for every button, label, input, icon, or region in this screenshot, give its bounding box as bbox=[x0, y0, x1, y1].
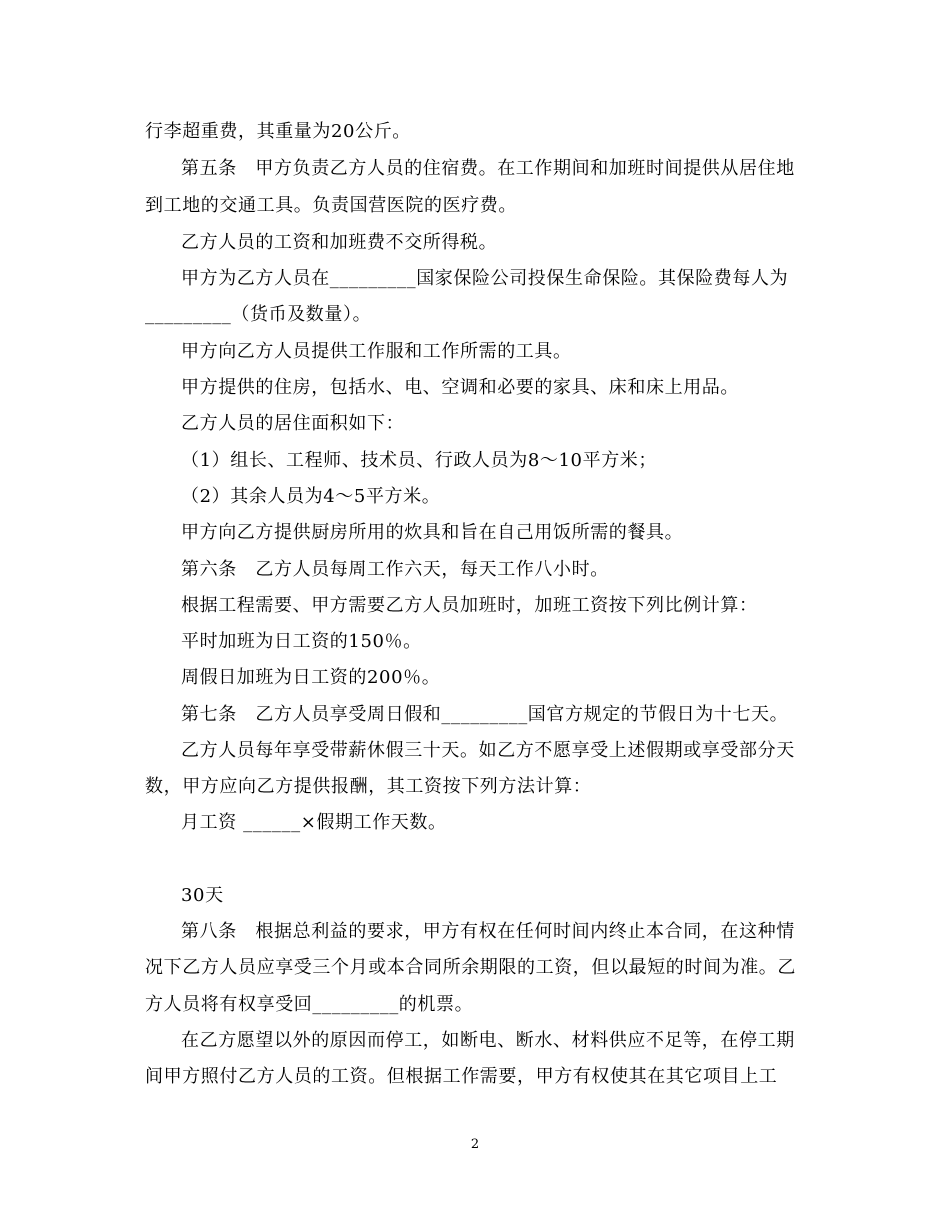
text-line: 况下乙方人员应享受三个月或本合同所余期限的工资，但以最短的时间为准。乙 bbox=[145, 957, 796, 978]
text-line: 甲方提供的住房，包括水、电、空调和必要的家具、床和床上用品。 bbox=[181, 377, 739, 398]
text-line: 间甲方照付乙方人员的工资。但根据工作需要，甲方有权使其在其它项目上工 bbox=[145, 1066, 778, 1087]
text-line: 根据工程需要、甲方需要乙方人员加班时，加班工资按下列比例计算： bbox=[181, 595, 758, 616]
text-line: 到工地的交通工具。负责国营医院的医疗费。 bbox=[145, 195, 517, 216]
text-line: 第八条 根据总利益的要求，甲方有权在任何时间内终止本合同，在这种情 bbox=[181, 921, 795, 942]
text-line: 在乙方愿望以外的原因而停工，如断电、断水、材料供应不足等，在停工期 bbox=[181, 1030, 795, 1051]
text-line: 平时加班为日工资的150％。 bbox=[181, 631, 422, 652]
text-line: （1）组长、工程师、技术员、行政人员为8～10平方米； bbox=[181, 450, 658, 471]
text-line: 乙方人员的工资和加班费不交所得税。 bbox=[181, 232, 498, 253]
text-line: 方人员将有权享受回_________的机票。 bbox=[145, 994, 474, 1015]
text-line: 月工资 ______×假期工作天数。 bbox=[181, 812, 447, 833]
text-line: 甲方为乙方人员在_________国家保险公司投保生命保险。其保险费每人为 bbox=[181, 268, 789, 289]
text-line: 第七条 乙方人员享受周日假和_________国官方规定的节假日为十七天。 bbox=[181, 704, 789, 725]
text-line: 周假日加班为日工资的200％。 bbox=[181, 667, 441, 688]
text-line: 数，甲方应向乙方提供报酬，其工资按下列方法计算： bbox=[145, 776, 592, 797]
page-number: 2 bbox=[470, 1137, 480, 1152]
text-line: 行李超重费，其重量为20公斤。 bbox=[145, 121, 411, 142]
text-line: 第六条 乙方人员每周工作六天，每天工作八小时。 bbox=[181, 559, 609, 580]
text-line: 乙方人员每年享受带薪休假三十天。如乙方不愿享受上述假期或享受部分天 bbox=[181, 740, 795, 761]
text-line: （2）其余人员为4～5平方米。 bbox=[181, 486, 441, 507]
text-line: 甲方向乙方提供厨房所用的炊具和旨在自己用饭所需的餐具。 bbox=[181, 522, 684, 543]
text-line: 第五条 甲方负责乙方人员的住宿费。在工作期间和加班时间提供从居住地 bbox=[181, 158, 795, 179]
text-line: 乙方人员的居住面积如下： bbox=[181, 413, 405, 434]
text-line: _________（货币及数量）。 bbox=[145, 304, 372, 325]
text-line: 30天 bbox=[181, 885, 224, 906]
text-line: 甲方向乙方人员提供工作服和工作所需的工具。 bbox=[181, 341, 572, 362]
